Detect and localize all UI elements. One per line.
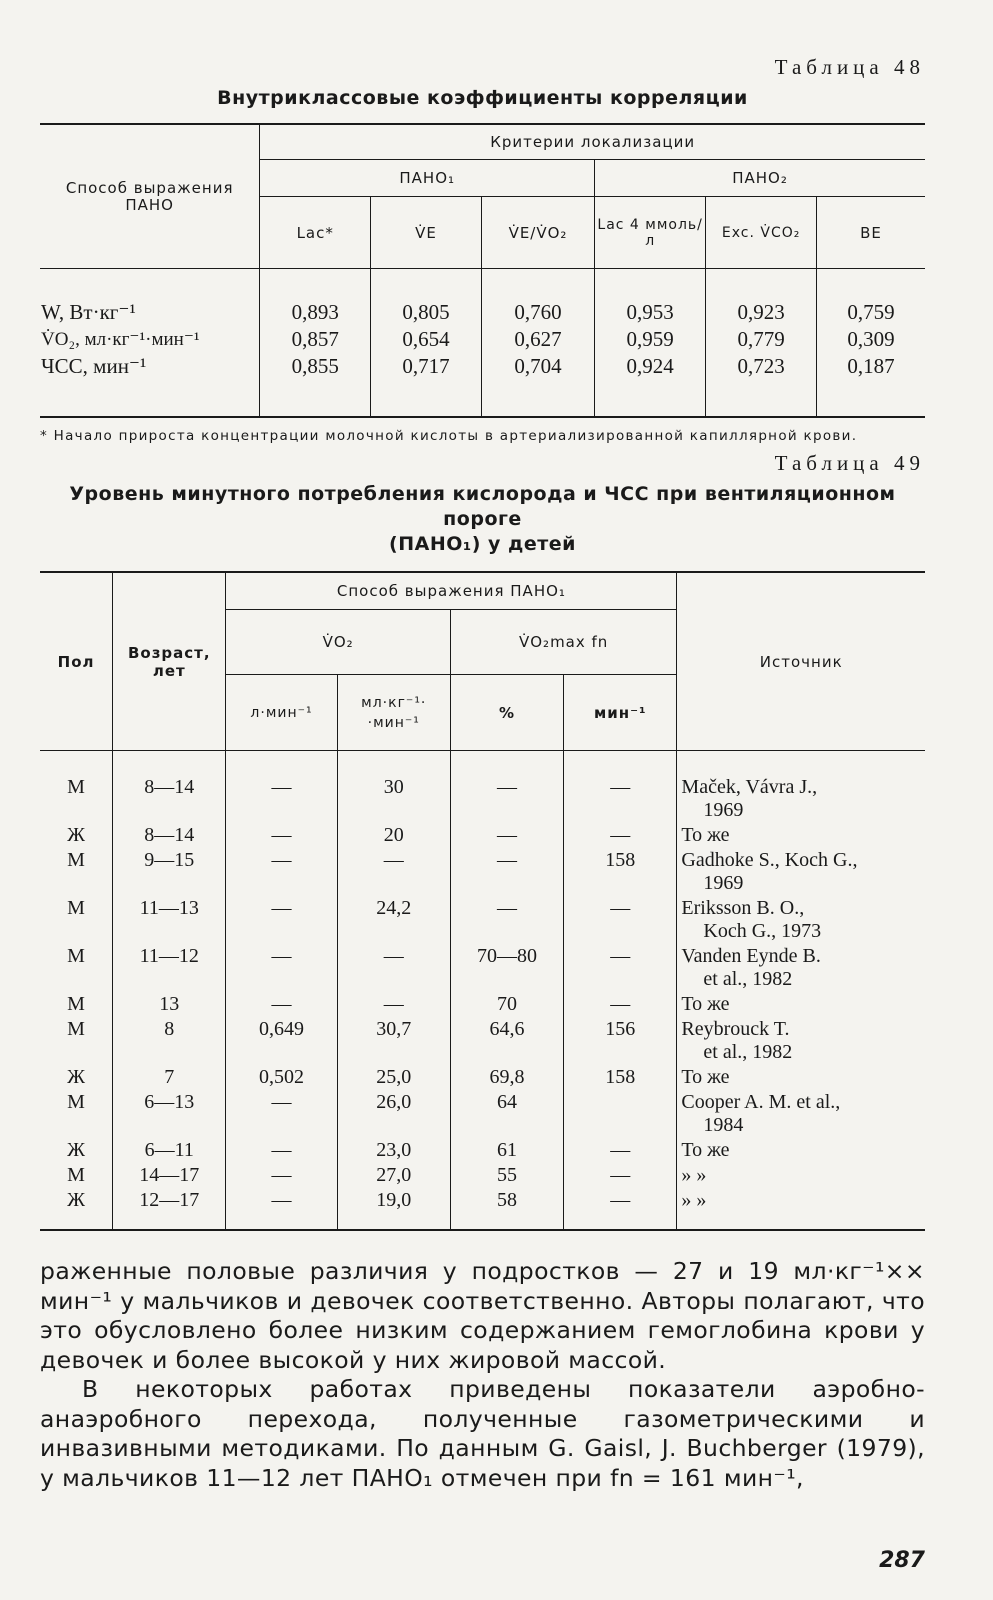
table49-cell-sex: М	[67, 897, 85, 919]
table49-col-source: Источник	[677, 572, 925, 751]
table48-cell: 0,760	[481, 299, 594, 326]
table49-cell-source	[677, 1138, 925, 1163]
table49-row	[40, 896, 925, 944]
table49-row	[40, 1065, 925, 1090]
table49-sub-vo2max: V̇O₂max fn	[450, 610, 677, 675]
table49-cell-ml: 27,0	[337, 1163, 450, 1188]
table49-title	[40, 482, 925, 557]
table49-cell-l: —	[226, 1163, 337, 1188]
table49-source-line1: Cooper A. M. et al.,	[681, 1091, 841, 1113]
table49	[40, 571, 925, 1231]
table49-cell-l: —	[226, 944, 337, 992]
table48-row-1	[40, 299, 925, 326]
table49-cell-fn: —	[564, 1163, 677, 1188]
table49-cell-l: —	[226, 896, 337, 944]
table49-cell-ml: 23,0	[337, 1138, 450, 1163]
table49-cell-pct: 55	[450, 1163, 563, 1188]
table49-cell-pct: 69,8	[450, 1065, 563, 1090]
table49-cell-source	[677, 775, 925, 823]
table49-cell-l: —	[226, 823, 337, 848]
table48-row-label: V̇O₂, мл·кг⁻¹·мин⁻¹	[41, 329, 200, 350]
table48-cell: 0,759	[817, 299, 925, 326]
table49-source-line2: 1984	[703, 1114, 744, 1136]
table48-cell: 0,654	[371, 326, 482, 353]
table48-cell: 0,857	[260, 326, 371, 353]
table48-cell: 0,717	[371, 353, 482, 380]
body-paragraph-2: В некоторых работах приведены показатели аэробно-анаэробного перехода, полученные газометрическими и инвазивными методиками. По данным G. Gaisl, J. Buchberger (1979), у мальчиков 11—12 лет ПАНО₁ отмечен при fn = 161 мин⁻¹,	[40, 1375, 925, 1492]
table49-cell-source	[677, 848, 925, 896]
table49-cell-sex: М	[67, 945, 85, 967]
table48-cell: 0,953	[595, 299, 706, 326]
table48-col-4: Lac 4 ммоль/л	[595, 197, 706, 269]
table49-cell-sex: Ж	[67, 1139, 86, 1161]
table49-cell-l: —	[226, 1188, 337, 1213]
table49-source-line1: Reybrouck T.	[681, 1018, 790, 1040]
table48-number: Таблица 48	[774, 55, 925, 79]
table49-row	[40, 1188, 925, 1213]
table49-unit-min: мин⁻¹	[564, 675, 677, 751]
table49-cell-fn: 158	[564, 1065, 677, 1090]
table49-source-line2: et al., 1982	[703, 968, 793, 990]
table49-cell-age: 13	[113, 992, 226, 1017]
table49-cell-fn: —	[564, 944, 677, 992]
table49-col-age: Возраст, лет	[113, 572, 226, 751]
table49-cell-ml: 26,0	[337, 1090, 450, 1138]
table49-cell-ml: —	[337, 848, 450, 896]
table49-cell-source	[677, 896, 925, 944]
table49-cell-pct: 70—80	[450, 944, 563, 992]
table48	[40, 123, 925, 418]
table49-cell-ml: 30,7	[337, 1017, 450, 1065]
table49-row	[40, 1017, 925, 1065]
table49-cell-pct: —	[450, 896, 563, 944]
table49-cell-fn: —	[564, 1188, 677, 1213]
table48-cell: 0,309	[817, 326, 925, 353]
table48-cell: 0,893	[260, 299, 371, 326]
body-paragraph-1: раженные половые различия у подростков — 27 и 19 мл·кг⁻¹×× мин⁻¹ у мальчиков и девочек соответственно. Авторы полагают, что это обусловлено более низким содержанием гемоглобина крови у девочек и более высокой у них жировой массой.	[40, 1257, 925, 1374]
table49-cell-source	[677, 823, 925, 848]
table49-cell-sex: М	[67, 1164, 85, 1186]
table49-cell-ml: 30	[337, 775, 450, 823]
table49-title-line1: Уровень минутного потребления кислорода и ЧСС при вентиляционном пороге	[69, 483, 896, 530]
table49-cell-ml: 19,0	[337, 1188, 450, 1213]
table49-cell-l: —	[226, 1090, 337, 1138]
table48-cell: 0,805	[371, 299, 482, 326]
table49-cell-fn: —	[564, 896, 677, 944]
table49-cell-fn: —	[564, 775, 677, 823]
table48-cell: 0,187	[817, 353, 925, 380]
table49-unit-percent: %	[450, 675, 563, 751]
table48-subgroup-2: ПАНО₂	[595, 160, 925, 197]
table48-footnote: * Начало прироста концентрации молочной кислоты в артериализированной капиллярной крови.	[40, 428, 858, 444]
table49-row	[40, 823, 925, 848]
table48-cell: 0,723	[706, 353, 817, 380]
table49-cell-l: —	[226, 992, 337, 1017]
table49-source-line1: Vanden Eynde B.	[681, 945, 821, 967]
table48-col-6: BE	[817, 197, 925, 269]
table49-cell-source	[677, 944, 925, 992]
table49-cell-age: 14—17	[113, 1163, 226, 1188]
table48-cell: 0,855	[260, 353, 371, 380]
table48-col-5: Exc. V̇CO₂	[706, 197, 817, 269]
table49-cell-source	[677, 992, 925, 1017]
table49-cell-fn: —	[564, 1138, 677, 1163]
table49-cell-ml: 24,2	[337, 896, 450, 944]
table49-cell-sex: М	[67, 849, 85, 871]
table49-cell-pct: 64	[450, 1090, 563, 1138]
table48-cell: 0,779	[706, 326, 817, 353]
table49-cell-fn	[564, 1090, 677, 1138]
table49-cell-sex: М	[67, 1091, 85, 1113]
table48-row-2	[40, 326, 925, 353]
table49-cell-ml: 20	[337, 823, 450, 848]
table49-source-line1: Maček, Vávra J.,	[681, 776, 818, 798]
table48-group-header: Критерии локализации	[260, 124, 925, 160]
table48-row-label: W, Вт·кг⁻¹	[41, 300, 136, 324]
table49-cell-l: 0,502	[226, 1065, 337, 1090]
table48-cell: 0,959	[595, 326, 706, 353]
table49-unit-l-min: л·мин⁻¹	[226, 675, 337, 751]
table49-cell-fn: 158	[564, 848, 677, 896]
table49-cell-source	[677, 1017, 925, 1065]
table49-source-line2: 1969	[703, 872, 744, 894]
table49-source-line1: Gadhoke S., Koch G.,	[681, 849, 858, 871]
table48-cell: 0,923	[706, 299, 817, 326]
table49-cell-l: —	[226, 1138, 337, 1163]
table49-number: Таблица 49	[774, 451, 925, 475]
table49-cell-ml: —	[337, 944, 450, 992]
table49-cell-sex: М	[67, 776, 85, 798]
table49-cell-age: 8	[113, 1017, 226, 1065]
table49-cell-pct: 58	[450, 1188, 563, 1213]
table49-unit-ml-kg-min-line1: мл·кг⁻¹·	[361, 694, 427, 711]
table48-col-3: V̇E/V̇O₂	[481, 197, 594, 269]
table49-unit-ml-kg-min	[337, 675, 450, 751]
table49-cell-fn: —	[564, 992, 677, 1017]
table49-cell-l: —	[226, 775, 337, 823]
table49-source-line2: 1969	[703, 799, 744, 821]
table49-cell-source	[677, 1065, 925, 1090]
table49-cell-pct: 61	[450, 1138, 563, 1163]
table49-unit-ml-kg-min-line2: ·мин⁻¹	[367, 714, 420, 731]
table49-cell-age: 8—14	[113, 823, 226, 848]
table49-cell-age: 6—13	[113, 1090, 226, 1138]
table49-source-line1: То же	[681, 824, 730, 846]
table49-cell-sex: М	[67, 1018, 85, 1040]
table49-cell-age: 7	[113, 1065, 226, 1090]
table49-cell-sex: Ж	[67, 1066, 86, 1088]
table49-row	[40, 944, 925, 992]
table49-cell-source	[677, 1090, 925, 1138]
table49-cell-age: 11—12	[113, 944, 226, 992]
table48-subgroup-1: ПАНО₁	[260, 160, 595, 197]
table49-cell-age: 8—14	[113, 775, 226, 823]
table48-title: Внутриклассовые коэффициенты корреляции	[217, 87, 748, 109]
table49-cell-fn: —	[564, 823, 677, 848]
table49-cell-pct: —	[450, 775, 563, 823]
page-number: 287	[879, 1548, 925, 1573]
table49-cell-age: 11—13	[113, 896, 226, 944]
table49-group-header: Способ выражения ПАНО₁	[226, 572, 677, 610]
table49-cell-l: —	[226, 848, 337, 896]
table49-row	[40, 848, 925, 896]
table48-cell: 0,704	[481, 353, 594, 380]
table49-cell-ml: —	[337, 992, 450, 1017]
table49-sub-vo2: V̇O₂	[226, 610, 451, 675]
table48-cell: 0,627	[481, 326, 594, 353]
table48-cell: 0,924	[595, 353, 706, 380]
page	[40, 55, 925, 1493]
table49-cell-ml: 25,0	[337, 1065, 450, 1090]
table49-source-line1: То же	[681, 993, 730, 1015]
table48-col-2: V̇E	[371, 197, 482, 269]
table49-row	[40, 992, 925, 1017]
table49-row	[40, 1138, 925, 1163]
table49-source-line1: » »	[681, 1164, 707, 1186]
table49-cell-pct: —	[450, 848, 563, 896]
table49-row	[40, 1090, 925, 1138]
table49-cell-pct: 70	[450, 992, 563, 1017]
table49-cell-l: 0,649	[226, 1017, 337, 1065]
table49-cell-pct: —	[450, 823, 563, 848]
table49-source-line1: » »	[681, 1189, 707, 1211]
table49-source-line2: et al., 1982	[703, 1041, 793, 1063]
table49-cell-sex: Ж	[67, 824, 86, 846]
table49-row	[40, 1163, 925, 1188]
table48-col-1: Lac*	[260, 197, 371, 269]
table49-source-line1: То же	[681, 1139, 730, 1161]
table49-source-line1: То же	[681, 1066, 730, 1088]
table49-cell-age: 12—17	[113, 1188, 226, 1213]
table48-stub-header: Способ выражения ПАНО	[40, 124, 260, 269]
table49-title-line2: (ПАНО₁) у детей	[389, 533, 576, 555]
table49-cell-pct: 64,6	[450, 1017, 563, 1065]
table49-source-line1: Eriksson B. O.,	[681, 897, 805, 919]
table49-cell-sex: М	[67, 993, 85, 1015]
table48-row-3	[40, 353, 925, 380]
table49-cell-age: 6—11	[113, 1138, 226, 1163]
table49-cell-source	[677, 1188, 925, 1213]
table48-row-label: ЧСС, мин⁻¹	[41, 354, 147, 378]
table49-col-sex: Пол	[40, 572, 113, 751]
table49-source-line2: Koch G., 1973	[703, 920, 822, 942]
table49-cell-source	[677, 1163, 925, 1188]
table49-cell-sex: Ж	[67, 1189, 86, 1211]
table49-cell-age: 9—15	[113, 848, 226, 896]
table49-cell-fn: 156	[564, 1017, 677, 1065]
body-text	[40, 1257, 925, 1493]
table49-row	[40, 775, 925, 823]
